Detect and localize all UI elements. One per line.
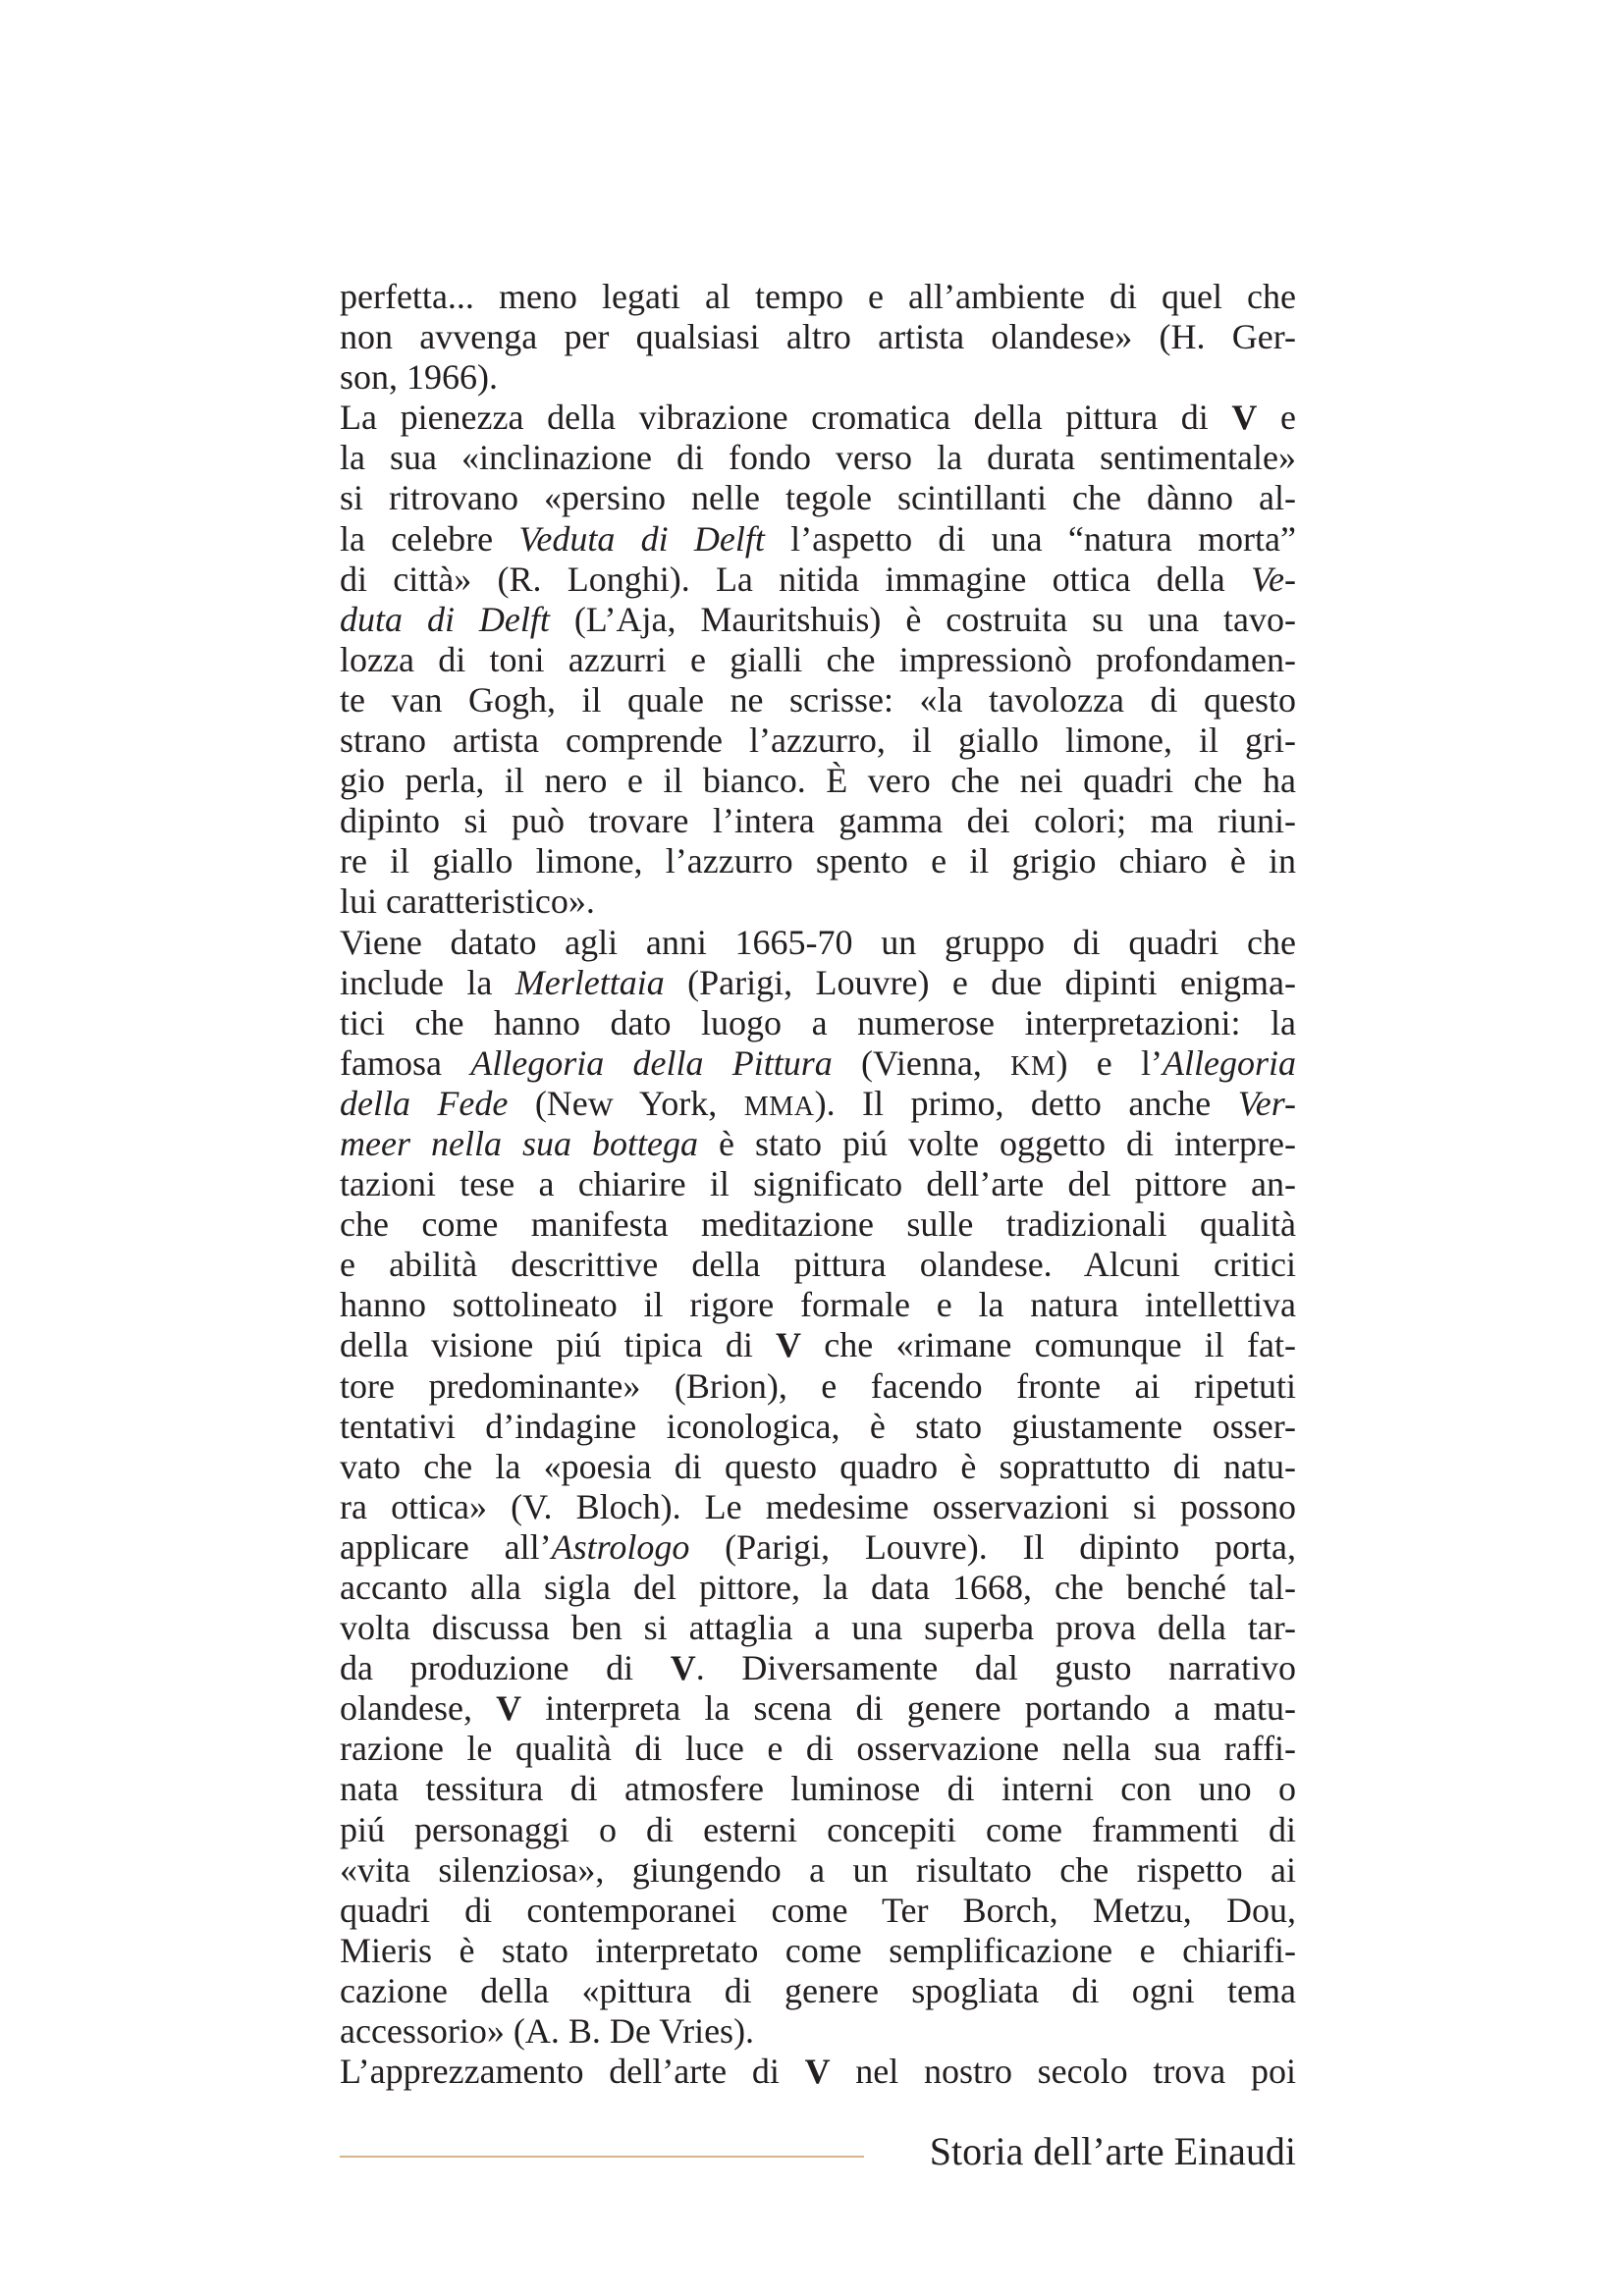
text-run: ra ottica» (V. Bloch). Le medesime osservazioni si possono bbox=[340, 1486, 1296, 1526]
text-run: l’aspetto di una “natura morta” bbox=[764, 518, 1296, 559]
text-run: perfetta... meno legati al tempo e all’ambiente di quel che bbox=[340, 277, 1296, 316]
text-run: include la bbox=[340, 962, 515, 1002]
text-run: dipinto si può trovare l’intera gamma dei colori; ma riuni- bbox=[340, 801, 1296, 841]
text-run: accessorio» (A. B. De Vries). bbox=[340, 2011, 755, 2052]
text-line bbox=[340, 1407, 1296, 1447]
text-run: meer nella sua bottega bbox=[340, 1123, 698, 1163]
text-run: L’apprezzamento dell’arte di bbox=[340, 2052, 805, 2092]
footer-title: Storia dell’arte Einaudi bbox=[929, 2129, 1296, 2173]
text-run: Astrologo bbox=[551, 1526, 690, 1567]
text-line bbox=[340, 478, 1296, 518]
text-line bbox=[340, 1810, 1296, 1850]
text-run: che come manifesta meditazione sulle tradizionali qualità bbox=[340, 1204, 1296, 1245]
text-run: tentativi d’indagine iconologica, è stato giustamente osser- bbox=[340, 1406, 1296, 1446]
text-line bbox=[340, 1043, 1296, 1084]
text-line bbox=[340, 438, 1296, 478]
text-run: duta di Delft bbox=[340, 599, 550, 639]
text-line bbox=[340, 721, 1296, 761]
text-line bbox=[340, 2011, 1296, 2052]
text-run: «vita silenziosa», giungendo a un risultato che rispetto ai bbox=[340, 1849, 1296, 1890]
text-line bbox=[340, 1084, 1296, 1124]
text-line bbox=[340, 1850, 1296, 1891]
text-run: nel nostro secolo trova poi bbox=[830, 2052, 1296, 2092]
text-run: piú personaggi o di esterni concepiti come frammenti di bbox=[340, 1809, 1296, 1849]
text-run: tici che hanno dato luogo a numerose interpretazioni: la bbox=[340, 1002, 1296, 1042]
text-run: la sua «inclinazione di fondo verso la durata sentimentale» bbox=[340, 438, 1296, 478]
text-run: (Parigi, Louvre) e due dipinti enigma- bbox=[664, 962, 1296, 1002]
text-run: ). Il primo, detto anche bbox=[814, 1083, 1238, 1123]
text-run: V bbox=[776, 1325, 802, 1365]
text-line bbox=[340, 1931, 1296, 1971]
text-line bbox=[340, 640, 1296, 680]
text-line bbox=[340, 560, 1296, 600]
text-line bbox=[340, 1527, 1296, 1568]
text-line bbox=[340, 801, 1296, 841]
text-run: Ve- bbox=[1251, 559, 1296, 599]
text-line bbox=[340, 1971, 1296, 2011]
text-run: la celebre bbox=[340, 518, 519, 559]
text-run: ) e l’ bbox=[1055, 1042, 1163, 1083]
text-run: tore predominante» (Brion), e facendo fronte ai ripetuti bbox=[340, 1365, 1296, 1406]
text-run: V bbox=[1231, 398, 1258, 438]
text-run: hanno sottolineato il rigore formale e la natura intellettiva bbox=[340, 1285, 1296, 1325]
text-run: Merlettaia bbox=[514, 962, 665, 1002]
text-line bbox=[340, 1447, 1296, 1487]
text-line bbox=[340, 1164, 1296, 1204]
text-run: re il giallo limone, l’azzurro spento e il grigio chiaro è in bbox=[340, 841, 1296, 881]
text-run: cazione della «pittura di genere spogliata di ogni tema bbox=[340, 1970, 1296, 2010]
text-line bbox=[340, 1608, 1296, 1648]
text-run: che «rimane comunque il fat- bbox=[801, 1325, 1296, 1365]
text-run: strano artista comprende l’azzurro, il giallo limone, il gri- bbox=[340, 721, 1296, 761]
text-line bbox=[340, 1769, 1296, 1809]
text-run: lozza di toni azzurri e gialli che impressionò profondamen- bbox=[340, 639, 1296, 679]
text-line bbox=[340, 398, 1296, 438]
text-line bbox=[340, 1285, 1296, 1325]
text-line bbox=[340, 600, 1296, 640]
text-run: KM bbox=[1010, 1050, 1056, 1082]
text-line bbox=[340, 1325, 1296, 1365]
text-run: Veduta di Delft bbox=[518, 518, 765, 559]
text-run: . Diversamente dal gusto narrativo bbox=[695, 1648, 1296, 1688]
text-run: gio perla, il nero e il bianco. È vero che nei quadri che ha bbox=[340, 761, 1296, 801]
text-line bbox=[340, 1729, 1296, 1769]
text-line bbox=[340, 1366, 1296, 1407]
text-run: famosa bbox=[340, 1042, 471, 1083]
text-run: e abilità descrittive della pittura olandese. Alcuni critici bbox=[340, 1245, 1296, 1285]
text-run: Allegoria della Pittura bbox=[470, 1042, 833, 1083]
text-line bbox=[340, 761, 1296, 801]
text-run: quadri di contemporanei come Ter Borch, Metzu, Dou, bbox=[340, 1890, 1296, 1930]
text-run: (L’Aja, Mauritshuis) è costruita su una tavo- bbox=[549, 599, 1296, 639]
text-run: Ver- bbox=[1237, 1083, 1296, 1123]
text-run: V bbox=[670, 1648, 696, 1688]
text-line bbox=[340, 1688, 1296, 1729]
text-line bbox=[340, 881, 1296, 922]
text-line bbox=[340, 963, 1296, 1003]
text-line bbox=[340, 277, 1296, 317]
text-run: si ritrovano «persino nelle tegole scintillanti che dànno al- bbox=[340, 478, 1296, 518]
text-run: applicare all’ bbox=[340, 1526, 552, 1567]
text-line bbox=[340, 680, 1296, 721]
text-run: La pienezza della vibrazione cromatica della pittura di bbox=[340, 398, 1232, 438]
text-run: lui caratteristico». bbox=[340, 881, 595, 922]
text-run: (Vienna, bbox=[832, 1042, 1011, 1083]
text-line bbox=[340, 519, 1296, 560]
text-run: olandese, bbox=[340, 1688, 497, 1729]
text-run: nata tessitura di atmosfere luminose di interni con uno o bbox=[340, 1769, 1296, 1809]
text-line bbox=[340, 841, 1296, 881]
text-run: vato che la «poesia di questo quadro è soprattutto di natu- bbox=[340, 1446, 1296, 1486]
text-run: V bbox=[804, 2052, 831, 2092]
text-run: tazioni tese a chiarire il significato dell’arte del pittore an- bbox=[340, 1164, 1296, 1204]
text-run: è stato piú volte oggetto di interpre- bbox=[698, 1123, 1296, 1163]
text-line bbox=[340, 317, 1296, 357]
text-line bbox=[340, 1003, 1296, 1043]
text-run: di città» (R. Longhi). La nitida immagine ottica della bbox=[340, 559, 1252, 599]
text-run: e bbox=[1257, 398, 1296, 438]
text-line bbox=[340, 1124, 1296, 1164]
text-run: volta discussa ben si attaglia a una superba prova della tar- bbox=[340, 1608, 1296, 1648]
text-line bbox=[340, 923, 1296, 963]
text-line bbox=[340, 1891, 1296, 1931]
text-line bbox=[340, 1245, 1296, 1285]
text-run: V bbox=[496, 1688, 522, 1729]
text-line bbox=[340, 1648, 1296, 1688]
text-run: interpreta la scena di genere portando a matu- bbox=[521, 1688, 1297, 1729]
text-run: (Parigi, Louvre). Il dipinto porta, bbox=[689, 1526, 1296, 1567]
text-run: non avvenga per qualsiasi altro artista olandese» (H. Ger- bbox=[340, 317, 1296, 357]
footer-rule bbox=[340, 2156, 864, 2158]
text-line bbox=[340, 1487, 1296, 1527]
text-run: son, 1966). bbox=[340, 357, 498, 398]
text-run: Viene datato agli anni 1665-70 un gruppo di quadri che bbox=[340, 922, 1296, 962]
text-run: te van Gogh, il quale ne scrisse: «la tavolozza di questo bbox=[340, 679, 1296, 720]
text-run: MMA bbox=[743, 1091, 815, 1122]
text-line bbox=[340, 1204, 1296, 1245]
text-run: (New York, bbox=[508, 1083, 744, 1123]
text-line bbox=[340, 2052, 1296, 2092]
text-run: da produzione di bbox=[340, 1648, 671, 1688]
text-run: Allegoria bbox=[1163, 1042, 1296, 1083]
text-run: razione le qualità di luce e di osservazione nella sua raffi- bbox=[340, 1729, 1296, 1769]
body-text bbox=[340, 277, 1296, 2092]
text-run: della Fede bbox=[340, 1083, 509, 1123]
text-run: accanto alla sigla del pittore, la data 1668, che benché tal- bbox=[340, 1568, 1296, 1607]
text-line bbox=[340, 1568, 1296, 1608]
text-run: della visione piú tipica di bbox=[340, 1325, 777, 1365]
text-line bbox=[340, 357, 1296, 398]
text-run: Mieris è stato interpretato come semplificazione e chiarifi- bbox=[340, 1930, 1296, 1970]
